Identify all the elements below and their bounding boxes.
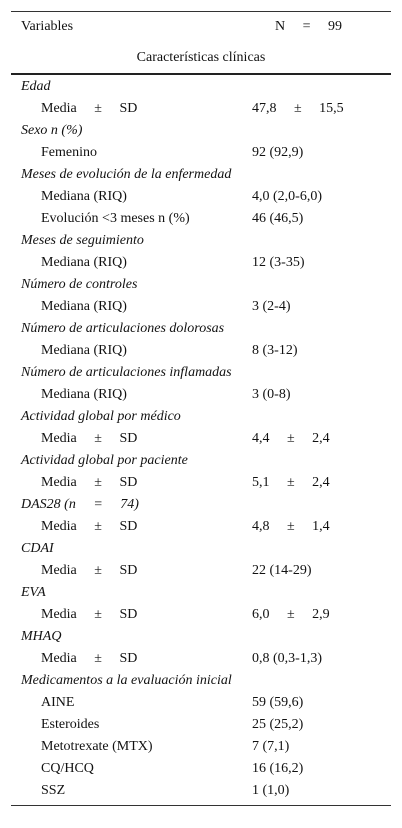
- row-value: 12 (3-35): [252, 255, 305, 270]
- row-label: Media ± SD: [41, 651, 138, 666]
- row-label: Mediana (RIQ): [41, 255, 127, 270]
- section-label: Edad: [21, 79, 51, 94]
- table-section-row: [11, 538, 391, 560]
- row-label: Media ± SD: [41, 607, 138, 622]
- variables-header: Variables: [21, 19, 74, 34]
- row-value: 5,1 ± 2,4: [252, 475, 330, 490]
- row-label: Metotrexate (MTX): [41, 739, 153, 754]
- table-row: [11, 142, 391, 164]
- row-label: Mediana (RIQ): [41, 299, 127, 314]
- table-row: [11, 340, 391, 362]
- row-value: 92 (92,9): [252, 145, 304, 160]
- row-value: 3 (0-8): [252, 387, 291, 402]
- table-row: [11, 604, 391, 626]
- table-row: [11, 736, 391, 758]
- row-value: 8 (3-12): [252, 343, 298, 358]
- row-value: 4,0 (2,0-6,0): [252, 189, 322, 204]
- row-value: 7 (7,1): [252, 739, 290, 754]
- section-label: Número de controles: [21, 277, 138, 292]
- row-label: Media ± SD: [41, 475, 138, 490]
- table-section-row: [11, 274, 391, 296]
- table-row: [11, 780, 391, 802]
- row-label: Media ± SD: [41, 563, 138, 578]
- row-value: 59 (59,6): [252, 695, 304, 710]
- row-value: 25 (25,2): [252, 717, 304, 732]
- table-section-row: [11, 318, 391, 340]
- table-row: [11, 98, 391, 120]
- table-section-row: [11, 582, 391, 604]
- table-row: [11, 428, 391, 450]
- section-label: Sexo n (%): [21, 123, 83, 138]
- section-label: Actividad global por médico: [21, 409, 181, 424]
- row-label: Mediana (RIQ): [41, 387, 127, 402]
- section-label: DAS28 (n = 74): [21, 497, 139, 512]
- table-section-row: [11, 670, 391, 692]
- table-row: [11, 516, 391, 538]
- row-label: Evolución <3 meses n (%): [41, 211, 190, 226]
- table-body: [11, 75, 391, 805]
- table-row: [11, 472, 391, 494]
- section-label: Meses de evolución de la enfermedad: [21, 167, 232, 182]
- table-section-row: [11, 494, 391, 516]
- row-value: 4,8 ± 1,4: [252, 519, 330, 534]
- table-row: [11, 714, 391, 736]
- row-value: 22 (14-29): [252, 563, 312, 578]
- table-section-row: [11, 120, 391, 142]
- table-section-row: [11, 362, 391, 384]
- section-label: Medicamentos a la evaluación inicial: [21, 673, 232, 688]
- table-row: [11, 692, 391, 714]
- row-value: 4,4 ± 2,4: [252, 431, 330, 446]
- section-label: Número de articulaciones inflamadas: [21, 365, 232, 380]
- section-label: MHAQ: [21, 629, 62, 644]
- table-section-row: [11, 626, 391, 648]
- table-row: [11, 296, 391, 318]
- table-row: [11, 560, 391, 582]
- row-value: 0,8 (0,3-1,3): [252, 651, 322, 666]
- table-row: [11, 648, 391, 670]
- table-row: [11, 252, 391, 274]
- table-section-row: [11, 76, 391, 98]
- row-label: Media ± SD: [41, 431, 138, 446]
- table-row: [11, 186, 391, 208]
- row-label: Mediana (RIQ): [41, 343, 127, 358]
- row-label: Femenino: [41, 145, 97, 160]
- table-row: [11, 758, 391, 780]
- section-label: Número de articulaciones dolorosas: [21, 321, 225, 336]
- table-section-row: [11, 406, 391, 428]
- table-section-row: [11, 230, 391, 252]
- row-value: 16 (16,2): [252, 761, 304, 776]
- table-section-row: [11, 164, 391, 186]
- row-value: 46 (46,5): [252, 211, 304, 226]
- row-value: 47,8 ± 15,5: [252, 101, 344, 116]
- table-header-row: [11, 12, 391, 42]
- row-label: Media ± SD: [41, 101, 138, 116]
- table-row: [11, 208, 391, 230]
- row-label: CQ/HCQ: [41, 761, 94, 776]
- row-value: 1 (1,0): [252, 783, 290, 798]
- section-label: Actividad global por paciente: [21, 453, 188, 468]
- clinical-characteristics-table: [11, 11, 391, 806]
- table-section-row: [11, 450, 391, 472]
- row-label: Esteroides: [41, 717, 100, 732]
- row-label: SSZ: [41, 783, 66, 798]
- table-subtitle: Características clínicas: [11, 43, 391, 75]
- section-label: CDAI: [21, 541, 54, 556]
- section-label: Meses de seguimiento: [21, 233, 144, 248]
- row-label: AINE: [41, 695, 75, 710]
- table-row: [11, 384, 391, 406]
- row-value: 6,0 ± 2,9: [252, 607, 330, 622]
- row-label: Media ± SD: [41, 519, 138, 534]
- section-label: EVA: [21, 585, 46, 600]
- row-value: 3 (2-4): [252, 299, 291, 314]
- sample-size-header: N = 99: [275, 19, 343, 34]
- row-label: Mediana (RIQ): [41, 189, 127, 204]
